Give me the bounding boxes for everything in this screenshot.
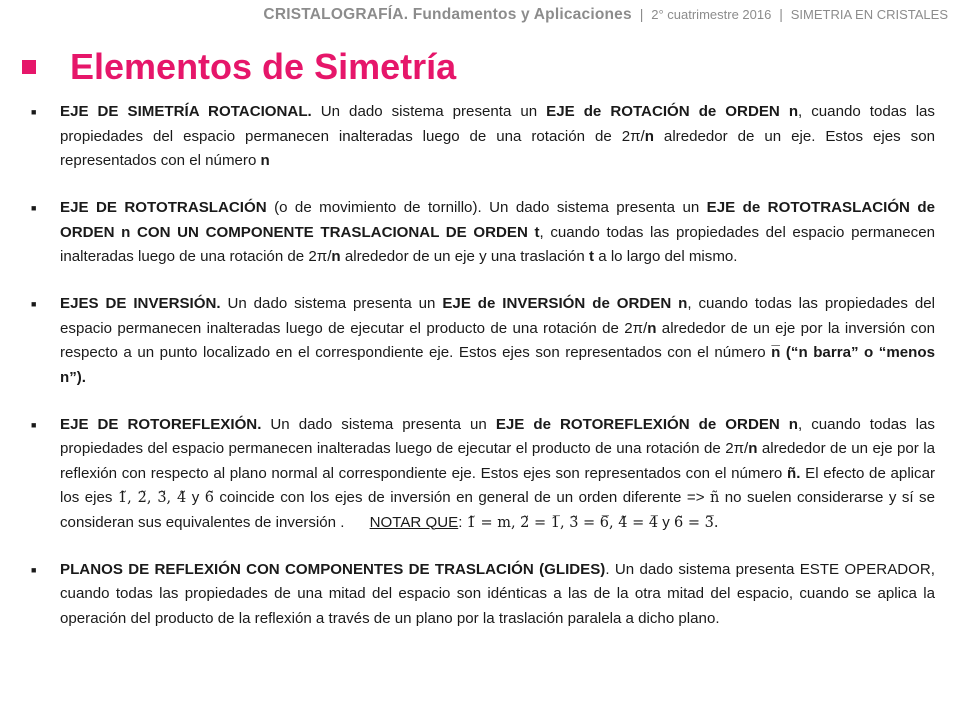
item-body: coincide con los ejes de inversión en general de un orden diferente => <box>213 489 710 506</box>
header-topic: SIMETRIA EN CRISTALES <box>790 7 948 22</box>
math-symbols: 6̃ <box>204 490 214 506</box>
item-body: Un dado sistema presenta un <box>261 415 496 433</box>
item-body: no suelen considerarse y sí se consideran sus equivalentes de inversión . <box>60 489 940 531</box>
item-text <box>60 558 935 632</box>
item-body: y <box>186 489 205 506</box>
header-term: 2° cuatrimestre 2016 <box>651 7 772 22</box>
list-item <box>30 292 935 390</box>
list-item <box>30 100 935 174</box>
item-body: , cuando todas las propiedades del espacio permanecen inalteradas luego de ejecutar el producto de una rotación de 2π/ <box>60 295 935 337</box>
item-text <box>60 100 935 174</box>
item-heading: EJE DE SIMETRÍA ROTACIONAL. <box>60 103 312 120</box>
list-item <box>30 413 940 536</box>
item-body: , cuando todas las propiedades del espacio permanecen inalteradas luego de ejecutar el producto de una rotación de 2π/ <box>60 415 935 457</box>
list-item <box>30 558 935 632</box>
item-heading: EJES DE INVERSIÓN. <box>60 295 221 312</box>
item-symbol: n <box>260 152 270 169</box>
slide-header <box>263 6 948 24</box>
item-symbol: n̅ (“n barra” o “menos n”). <box>60 344 936 386</box>
item-term: EJE de ROTOREFLEXIÓN de ORDEN n <box>495 415 799 433</box>
item-body: Un dado sistema presenta un <box>220 295 443 312</box>
item-symbol: n <box>647 319 657 337</box>
item-body: alrededor de un eje y una traslación <box>340 248 590 265</box>
content-body <box>30 100 940 654</box>
math-equations: 1̃ = m, 2̃ = 1̅, 3̃ = 6̅, 4̃ = 4̅ <box>466 514 659 531</box>
item-heading: EJE DE ROTOREFLEXIÓN. <box>60 415 262 433</box>
item-body: , cuando todas las propiedades del espacio permanecen inalteradas luego de una rotación de 2π/ <box>60 223 935 265</box>
item-symbol: ñ. <box>787 464 801 482</box>
item-body: : <box>458 513 467 531</box>
item-symbol: n <box>748 440 758 457</box>
item-body: . Un dado sistema presenta ESTE OPERADOR, cuando todas las propiedades de una mitad del espacio son idénticas a las de la otra mitad del espacio, cuando se aplica la operación del producto de la reflexión a través de un plano por la traslación paralela a dicho plano. <box>60 560 936 627</box>
item-text <box>60 292 935 390</box>
header-separator: | <box>639 6 644 22</box>
math-symbols: ñ <box>709 490 720 506</box>
note-label: NOTAR QUE <box>369 513 459 531</box>
math-symbols: 1̃, 2̃, 3̃, 4̃ <box>117 490 187 506</box>
item-body: y <box>658 513 674 531</box>
item-body: El efecto de aplicar los ejes <box>60 464 935 506</box>
header-separator: | <box>779 6 783 22</box>
list-item <box>30 196 935 270</box>
header-course: CRISTALOGRAFÍA. Fundamentos y Aplicaciones <box>263 6 632 23</box>
square-bullet-icon: ■ <box>31 299 37 309</box>
square-bullet-icon: ■ <box>31 203 37 213</box>
square-bullet-icon: ■ <box>31 419 37 430</box>
item-term: EJE de INVERSIÓN de ORDEN n <box>442 295 688 312</box>
item-text <box>60 196 935 270</box>
item-symbol: n <box>331 248 341 265</box>
math-equations: 6̃ = 3̅. <box>674 514 719 531</box>
item-heading: PLANOS DE REFLEXIÓN CON COMPONENTES DE TRASLACIÓN (GLIDES) <box>60 560 606 578</box>
item-symbol: t <box>589 248 595 265</box>
square-bullet-icon: ■ <box>31 564 37 575</box>
title-row <box>22 44 456 90</box>
item-text <box>60 413 940 536</box>
item-body: a lo largo del mismo. <box>594 248 738 265</box>
item-body: alrededor de un eje. Estos ejes son representados con el número <box>60 127 935 169</box>
item-body: (o de movimiento de tornillo). Un dado sistema presenta un <box>266 199 707 216</box>
item-term: EJE de ROTACIÓN de ORDEN n <box>546 103 799 120</box>
item-body: , cuando todas las propiedades del espacio permanecen inalteradas luego de una rotación de 2π/ <box>60 103 935 145</box>
item-term: EJE de ROTOTRASLACIÓN de ORDEN n CON UN COMPONENTE TRASLACIONAL DE ORDEN t <box>60 199 936 241</box>
square-bullet-icon: ■ <box>31 107 37 117</box>
title-bullet-icon <box>22 60 36 74</box>
item-body: alrededor de un eje por la reflexión con respecto al plano normal al correspondiente eje. Estos ejes son representados con el número <box>60 440 935 482</box>
item-heading: EJE DE ROTOTRASLACIÓN <box>60 199 267 216</box>
item-body: alrededor de un eje por la inversión con respecto a un punto localizado en el correspondiente eje. Estos ejes son representados con el número <box>60 319 935 361</box>
item-symbol: n <box>644 127 654 145</box>
page-title: Elementos de Simetría <box>70 46 457 87</box>
item-body: Un dado sistema presenta un <box>311 103 547 120</box>
